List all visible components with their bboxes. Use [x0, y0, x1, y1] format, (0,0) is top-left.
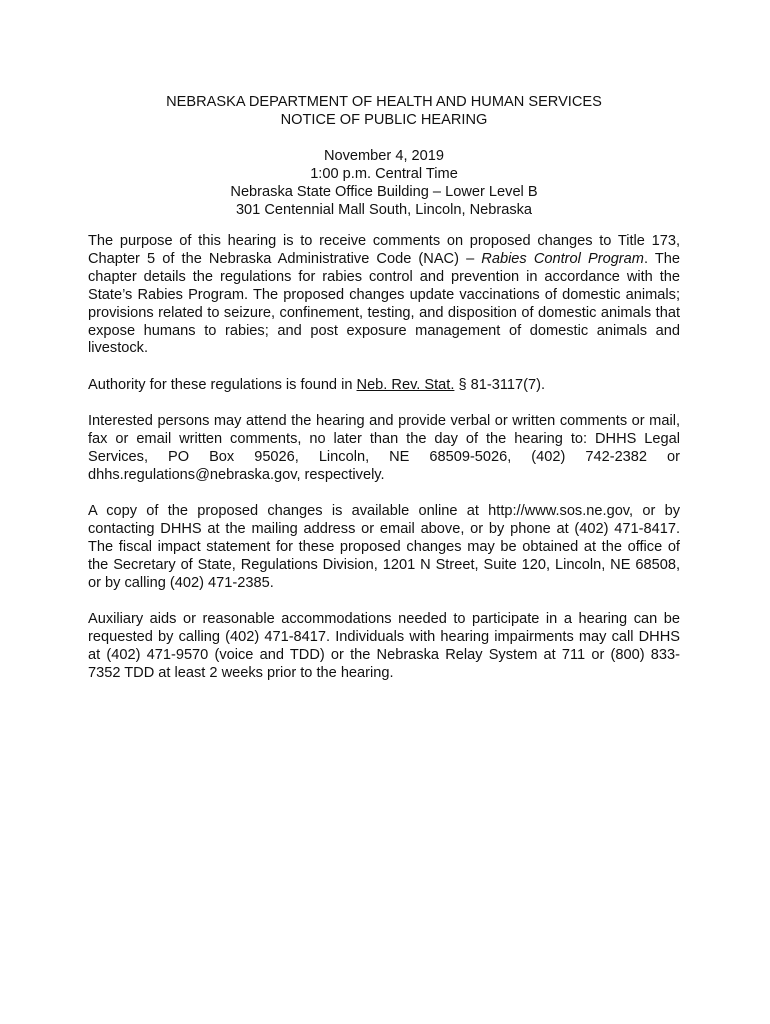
hearing-date: November 4, 2019 — [323, 148, 445, 164]
purpose-text-end: . The chapter details the regulations for rabies control and prevention in accordance with the State’s Rabies Program. The proposed changes update vaccinations of domestic animals; provisions related to seizure, confinement, testing, and disposition of domestic animals that expose humans to rabies; and post exposure management of domestic animals and livestock. — [88, 250, 680, 357]
purpose-text-start: The purpose of this hearing is to receive comments on proposed changes to Title 173, Chapter 5 of the Nebraska Administrative Code (NAC) – — [88, 233, 680, 267]
program-name: Rabies Control Program — [481, 250, 644, 267]
authority-text-end: § 81-3117(7). — [454, 377, 545, 393]
notice-title: NOTICE OF PUBLIC HEARING — [280, 112, 488, 128]
purpose-paragraph — [88, 233, 680, 358]
notice-header — [88, 93, 680, 129]
authority-text-start: Authority for these regulations is found in — [88, 377, 357, 393]
accommodations-paragraph: Auxiliary aids or reasonable accommodations needed to participate in a hearing can be requested by calling (402) 471-8417. Individuals with hearing impairments may call DHHS at (402) 471-9570 (voice and TDD) or the Nebraska Relay System at 711 or (800) 833-7352 TDD at least 2 weeks prior to the hearing. — [88, 611, 680, 681]
hearing-location: Nebraska State Office Building – Lower Level B — [230, 184, 538, 200]
department-title: NEBRASKA DEPARTMENT OF HEALTH AND HUMAN SERVICES — [166, 94, 602, 110]
comments-paragraph: Interested persons may attend the hearing and provide verbal or written comments or mail, fax or email written comments, no later than the day of the hearing to: DHHS Legal Services, PO Box 95026, Lincoln, NE 68509-5026, (402) 742-2382 or dhhs.regulations@nebraska.gov, respectively. — [88, 413, 680, 483]
copy-availability-paragraph: A copy of the proposed changes is available online at http://www.sos.ne.gov, or by contacting DHHS at the mailing address or email above, or by phone at (402) 471-8417. The fiscal impact statement for these proposed changes may be obtained at the office of the Secretary of State, Regulations Division, 1201 N Street, Suite 120, Lincoln, NE 68508, or by calling (402) 471-2385. — [88, 503, 680, 591]
authority-paragraph — [88, 377, 680, 395]
meeting-details — [88, 147, 680, 219]
statute-reference: Neb. Rev. Stat. — [356, 377, 455, 393]
hearing-address: 301 Centennial Mall South, Lincoln, Nebraska — [235, 202, 533, 218]
hearing-time: 1:00 p.m. Central Time — [310, 166, 458, 182]
